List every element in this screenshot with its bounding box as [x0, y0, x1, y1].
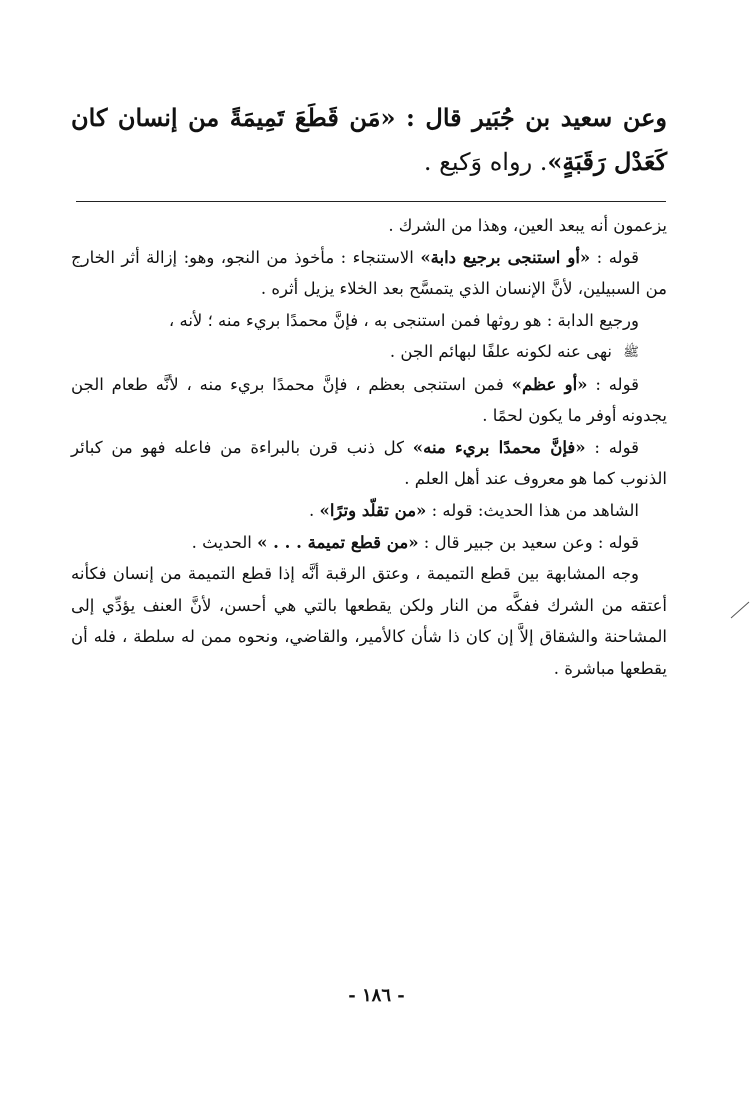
commentary-text: وجه المشابهة بين قطع التميمة ، وعتق الرقبة أنَّه إذا قطع التميمة من إنسان فكأنه أعتقه من الشرك ففكَّه من النار ولكن يقطعها بالتي هي أحسن، لأنَّ العنف يؤدِّي إلى المشاحنة والشقاق إلاَّ إن كان ذا شأن كالأمير، والقاضي، ونحوه ممن له سلطة ، فله أن يقطعها مباشرة .: [71, 564, 667, 679]
hadith-intro: وعن سعيد بن جُبَير قال :: [395, 103, 667, 132]
hadith-text: [71, 96, 667, 184]
page-number: - ١٨٦ -: [348, 985, 405, 1006]
commentary-text: نهى عنه لكونه علفًا لبهائم الجن .: [389, 342, 618, 362]
commentary-text: يزعمون أنه يبعد العين، وهذا من الشرك .: [388, 216, 667, 235]
commentary-lead: قوله :: [587, 374, 639, 394]
commentary-quote: «أو عظم»: [511, 374, 588, 394]
commentary-text: الحديث .: [191, 532, 258, 552]
commentary-paragraph-3: [71, 305, 667, 369]
commentary-lead: قوله :: [590, 247, 639, 267]
commentary-paragraph-5: [71, 432, 667, 495]
commentary-paragraph-7: [71, 527, 667, 559]
hadith-source: . رواه وَكيع .: [423, 148, 548, 176]
commentary-paragraph-1: [71, 210, 667, 242]
commentary: [71, 210, 667, 685]
commentary-text: فمن استنجى بعظم ، فإنَّ محمدًا بريء منه ، لأنَّه طعام الجن يجدونه أوفر ما يكون لحمًا .: [71, 374, 667, 426]
commentary-text: .: [309, 501, 320, 521]
footnote-divider: [76, 201, 666, 202]
commentary-paragraph-2: [71, 242, 667, 305]
commentary-paragraph-8: [71, 558, 667, 684]
hadith-quote: «مَن قَطَعَ تَمِيمَةً من إنسان كان كَعَدْل رَقَبَةٍ»: [71, 103, 667, 176]
commentary-paragraph-6: [71, 495, 667, 527]
salla-glyph: ﷺ: [623, 345, 639, 361]
commentary-text: كل ذنب قرن بالبراءة من فاعله فهو من كبائر الذنوب كما هو معروف عند أهل العلم .: [71, 437, 667, 489]
commentary-text: ورجيع الدابة : هو روثها فمن استنجى به ، فإنَّ محمدًا بريء منه ؛ لأنه ،: [168, 310, 639, 330]
commentary-lead: قوله :: [585, 437, 639, 457]
commentary-lead: الشاهد من هذا الحديث: قوله :: [426, 501, 639, 521]
commentary-paragraph-4: [71, 369, 667, 432]
margin-pen-mark: [729, 598, 751, 620]
commentary-quote: «أو استنجى برجيع دابة»: [420, 247, 591, 267]
commentary-quote: «من تقلّد وترًا»: [319, 501, 427, 521]
commentary-quote: «فإنَّ محمدًا بريء منه»: [412, 437, 586, 457]
commentary-quote: «من قطع تميمة . . . »: [257, 532, 419, 552]
commentary-lead: قوله : وعن سعيد بن جبير قال :: [418, 532, 639, 552]
commentary-text: الاستنجاء : مأخوذ من النجو، وهو: إزالة أثر الخارج من السبيلين، لأنَّ الإنسان الذي يتمسَّح بعد الخلاء يزيل أثره .: [71, 247, 667, 299]
